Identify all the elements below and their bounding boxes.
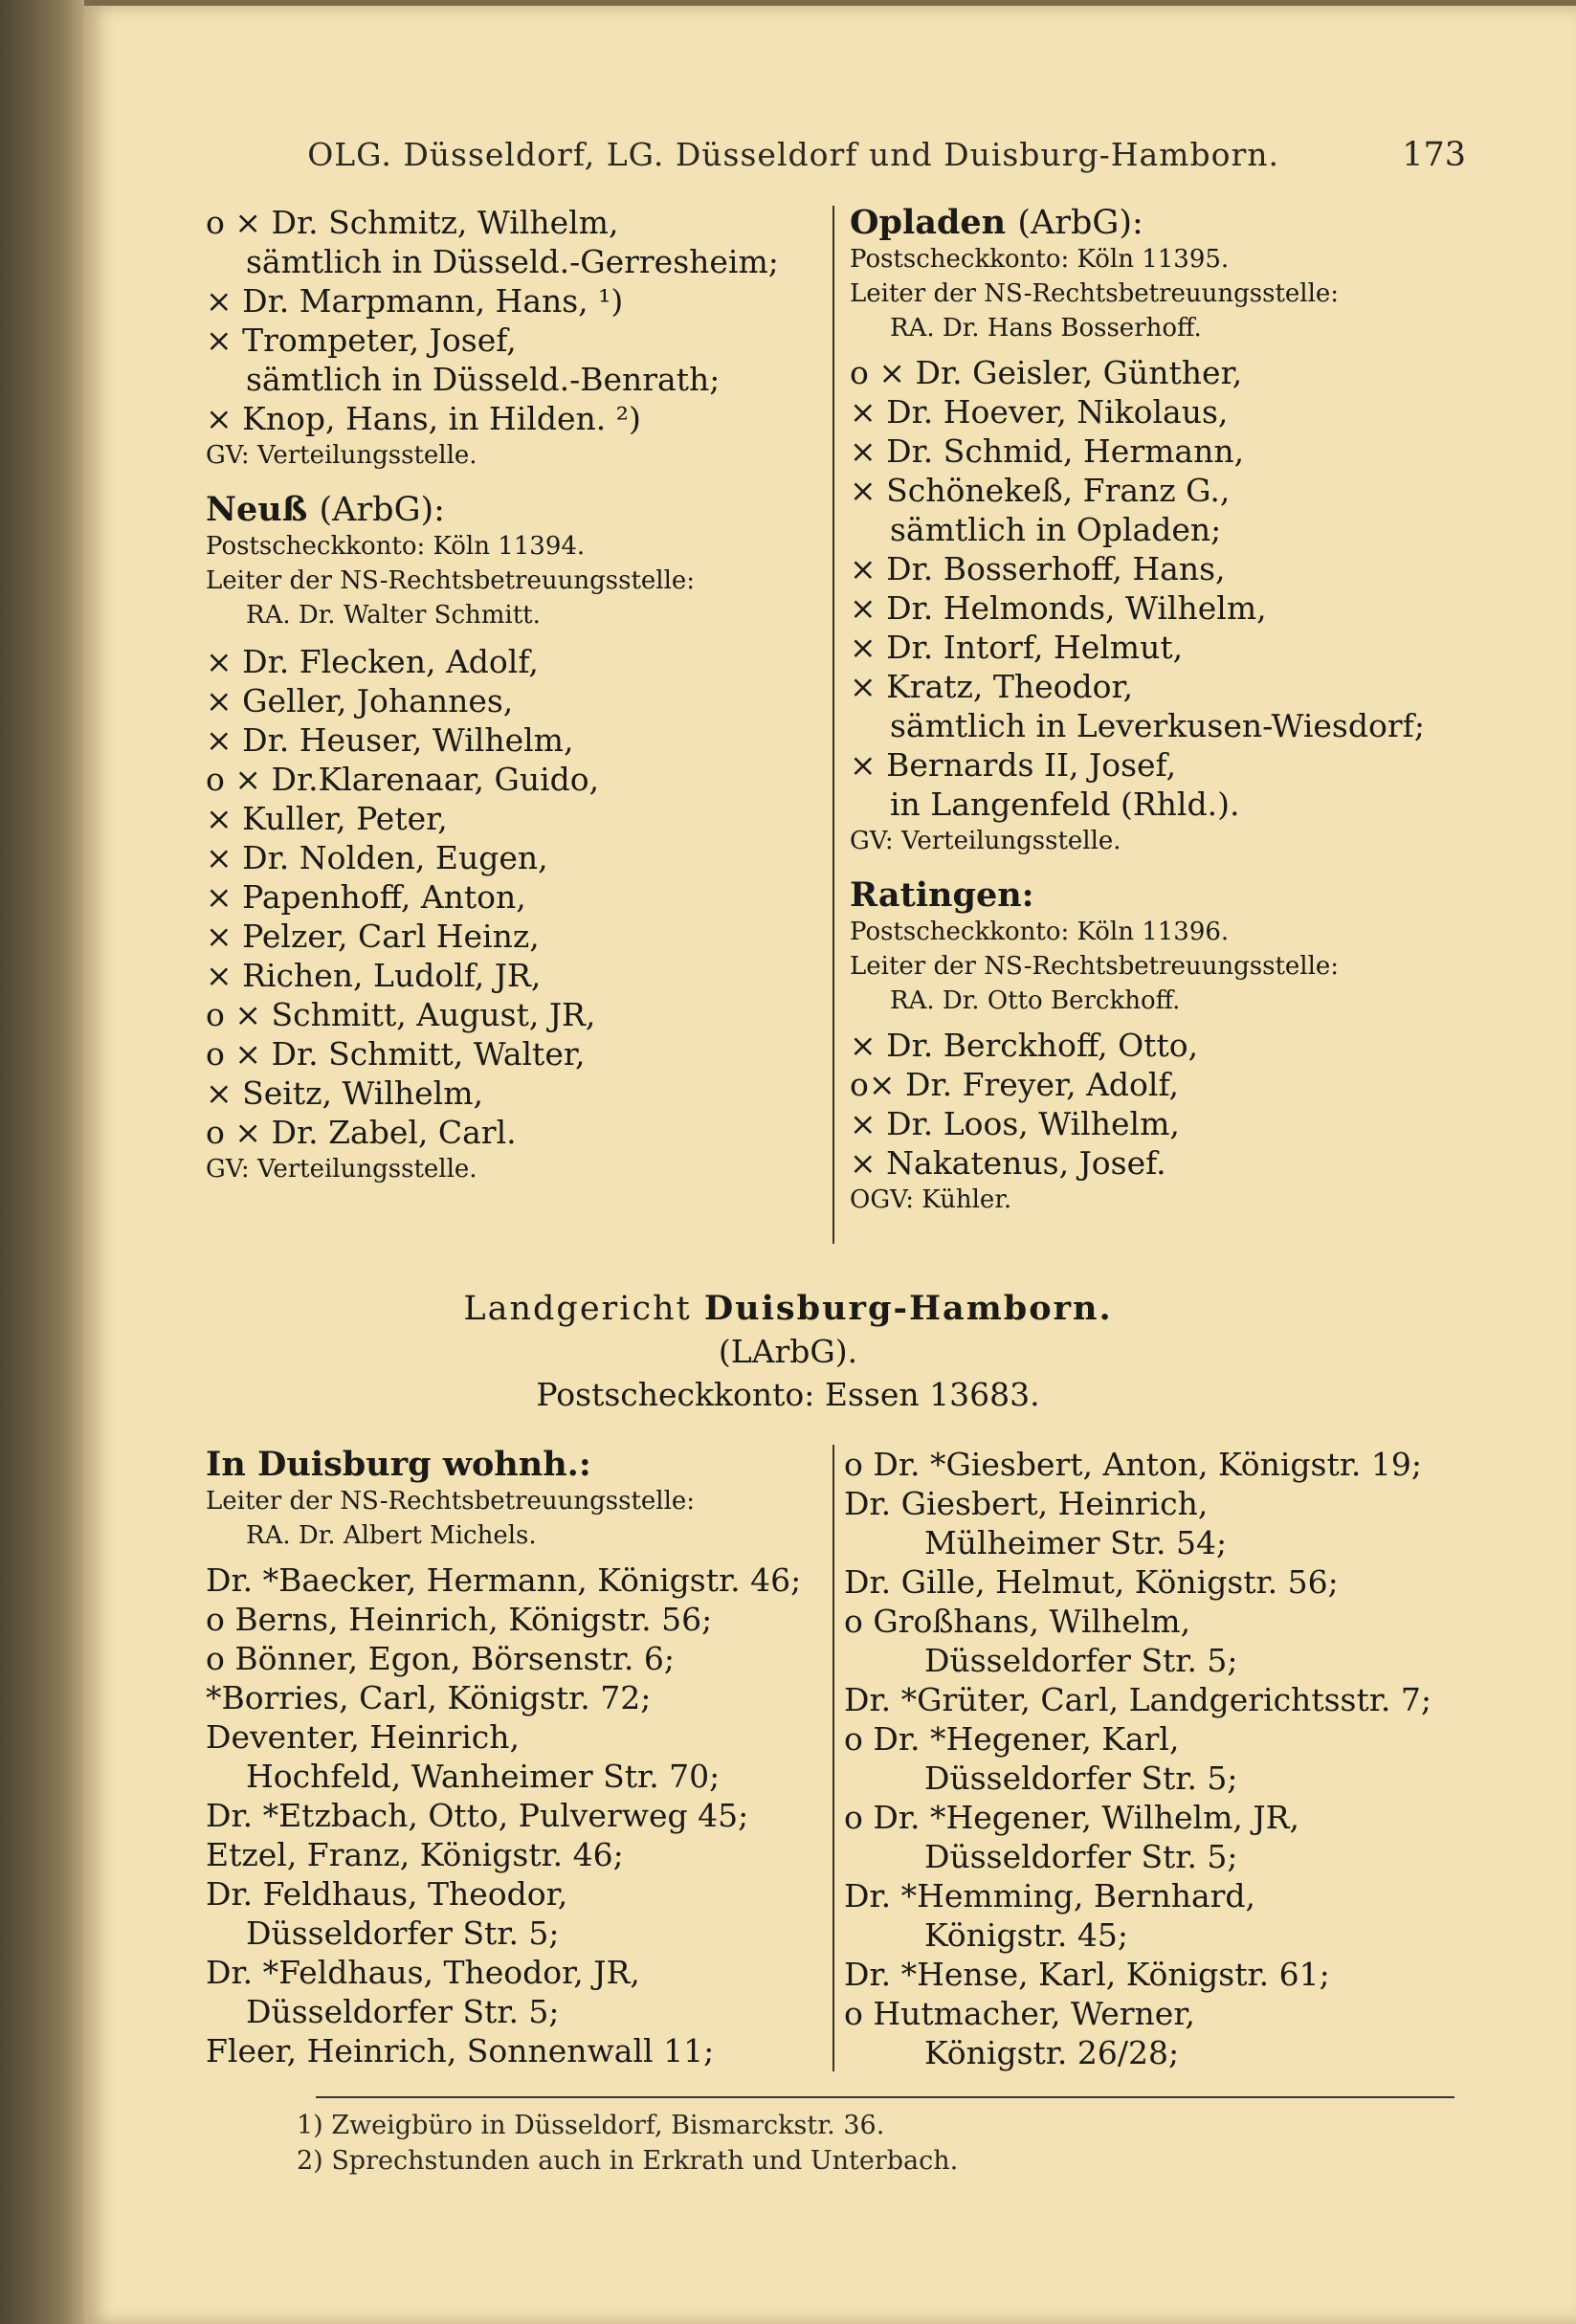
footnote-rule	[316, 2096, 1454, 2098]
list-item: × Schönekeß, Franz G.,	[850, 472, 1231, 509]
list-item: sämtlich in Opladen;	[890, 511, 1222, 548]
list-item: × Papenhoff, Anton,	[206, 878, 526, 916]
list-item: × Geller, Johannes,	[206, 682, 514, 719]
list-item: × Dr. Marpmann, Hans, ¹)	[206, 282, 624, 320]
list-item: o × Dr.Klarenaar, Guido,	[206, 761, 600, 798]
column-divider	[832, 206, 834, 1244]
list-item: Königstr. 45;	[924, 1916, 1129, 1954]
list-item: o Bönner, Egon, Börsenstr. 6;	[206, 1640, 676, 1677]
list-item: × Knop, Hans, in Hilden. ²)	[206, 400, 641, 437]
list-item: Düsseldorfer Str. 5;	[924, 1838, 1238, 1875]
page-number: 173	[1402, 136, 1466, 174]
list-item: sämtlich in Düsseld.-Gerresheim;	[246, 243, 779, 280]
leiter-label: Leiter der NS-Rechtsbetreuungsstelle:	[206, 1487, 696, 1516]
list-item: Dr. *Grüter, Carl, Landgerichtsstr. 7;	[844, 1681, 1432, 1718]
postcheck: Postscheckkonto: Köln 11395.	[850, 245, 1230, 274]
leiter-name: RA. Dr. Hans Bosserhoff.	[890, 314, 1202, 343]
gv-note: GV: Verteilungsstelle.	[206, 441, 477, 470]
postcheck: Postscheckkonto: Köln 11396.	[850, 918, 1230, 946]
list-item: in Langenfeld (Rhld.).	[890, 786, 1240, 823]
list-item: Dr. *Hemming, Bernhard,	[844, 1877, 1256, 1915]
list-item: o × Schmitt, August, JR,	[206, 996, 596, 1033]
list-item: × Kuller, Peter,	[206, 800, 448, 837]
header-title: OLG. Düsseldorf, LG. Düsseldorf und Duisburg-Hamborn.	[307, 136, 1279, 173]
section-heading-ratingen: Ratingen:	[850, 875, 1034, 915]
list-item: × Pelzer, Carl Heinz,	[206, 918, 540, 955]
list-item: o Hutmacher, Werner,	[844, 1995, 1195, 2032]
leiter-label: Leiter der NS-Rechtsbetreuungsstelle:	[850, 279, 1340, 308]
list-item: *Borries, Carl, Königstr. 72;	[206, 1679, 652, 1716]
section-heading-neuss: Neuß (ArbG):	[206, 490, 445, 529]
list-item: × Trompeter, Josef,	[206, 321, 517, 359]
list-item: Königstr. 26/28;	[924, 2034, 1180, 2071]
list-item: o × Dr. Schmitt, Walter,	[206, 1035, 586, 1073]
list-item: Dr. Gille, Helmut, Königstr. 56;	[844, 1563, 1339, 1601]
list-item: Dr. Feldhaus, Theodor,	[206, 1875, 568, 1913]
list-item: × Dr. Nolden, Eugen,	[206, 839, 548, 876]
list-item: × Dr. Helmonds, Wilhelm,	[850, 589, 1267, 627]
landgericht-heading	[0, 1287, 1576, 1416]
list-item: o Dr. *Hegener, Wilhelm, JR,	[844, 1799, 1299, 1836]
list-item: Düsseldorfer Str. 5;	[924, 1642, 1238, 1679]
footnote-2: 2) Sprechstunden auch in Erkrath und Unterbach.	[297, 2146, 959, 2176]
list-item: Dr. *Hense, Karl, Königstr. 61;	[844, 1956, 1330, 1993]
list-item: sämtlich in Düsseld.-Benrath;	[246, 361, 721, 398]
landgericht-title: Landgericht Duisburg-Hamborn.	[463, 1289, 1113, 1328]
list-item: Fleer, Heinrich, Sonnenwall 11;	[206, 2032, 715, 2069]
duisburg-right-column	[844, 1445, 1432, 2072]
leiter-name: RA. Dr. Albert Michels.	[246, 1521, 537, 1550]
landgericht-sub: (LArbG).	[718, 1333, 858, 1370]
list-item: Etzel, Franz, Königstr. 46;	[206, 1836, 624, 1873]
running-header	[0, 136, 1576, 174]
list-item: Düsseldorfer Str. 5;	[246, 1993, 560, 2030]
list-item: sämtlich in Leverkusen-Wiesdorf;	[890, 707, 1425, 744]
list-item: × Dr. Berckhoff, Otto,	[850, 1027, 1199, 1064]
gv-note: GV: Verteilungsstelle.	[850, 827, 1121, 855]
list-item: o Berns, Heinrich, Königstr. 56;	[206, 1601, 713, 1638]
section-heading-opladen: Opladen (ArbG):	[850, 203, 1143, 242]
list-item: Düsseldorfer Str. 5;	[924, 1760, 1238, 1797]
book-spine	[0, 0, 84, 2324]
list-item: × Dr. Intorf, Helmut,	[850, 629, 1184, 666]
leiter-name: RA. Dr. Walter Schmitt.	[246, 601, 541, 630]
duisburg-left-column	[206, 1445, 801, 2070]
section-heading-duisburg: In Duisburg wohnh.:	[206, 1445, 591, 1484]
postcheck: Postscheckkonto: Köln 11394.	[206, 532, 586, 561]
footnote-1: 1) Zweigbüro in Düsseldorf, Bismarckstr. 36.	[297, 2111, 885, 2140]
list-item: × Dr. Heuser, Wilhelm,	[206, 721, 574, 759]
list-item: × Richen, Ludolf, JR,	[206, 957, 542, 994]
leiter-label: Leiter der NS-Rechtsbetreuungsstelle:	[206, 566, 696, 595]
leiter-label: Leiter der NS-Rechtsbetreuungsstelle:	[850, 952, 1340, 981]
list-item: × Dr. Bosserhoff, Hans,	[850, 550, 1226, 587]
list-item: Dr. *Baecker, Hermann, Königstr. 46;	[206, 1561, 802, 1599]
list-item: Hochfeld, Wanheimer Str. 70;	[246, 1758, 721, 1795]
list-item: o Dr. *Hegener, Karl,	[844, 1720, 1180, 1758]
postcheck: Postscheckkonto: Essen 13683.	[536, 1376, 1040, 1413]
list-item: × Dr. Loos, Wilhelm,	[850, 1105, 1180, 1142]
gv-note: GV: Verteilungsstelle.	[206, 1155, 477, 1184]
right-column-top	[850, 203, 1425, 1217]
list-item: o Dr. *Giesbert, Anton, Königstr. 19;	[844, 1446, 1422, 1483]
list-item: o × Dr. Geisler, Günther,	[850, 354, 1243, 391]
list-item: Dr. Giesbert, Heinrich,	[844, 1485, 1209, 1522]
list-item: × Dr. Flecken, Adolf,	[206, 643, 539, 680]
list-item: Dr. *Etzbach, Otto, Pulverweg 45;	[206, 1797, 749, 1834]
list-item: o × Dr. Schmitz, Wilhelm,	[206, 204, 619, 241]
list-item: Mülheimer Str. 54;	[924, 1524, 1228, 1561]
left-column-top	[206, 203, 779, 1186]
leiter-name: RA. Dr. Otto Berckhoff.	[890, 986, 1181, 1015]
list-item: Dr. *Feldhaus, Theodor, JR,	[206, 1954, 640, 1991]
ogv-note: OGV: Kühler.	[850, 1185, 1012, 1214]
list-item: Düsseldorfer Str. 5;	[246, 1915, 560, 1952]
column-divider	[832, 1445, 834, 2071]
list-item: × Dr. Schmid, Hermann,	[850, 432, 1245, 470]
list-item: × Dr. Hoever, Nikolaus,	[850, 393, 1229, 431]
list-item: o Großhans, Wilhelm,	[844, 1603, 1191, 1640]
list-item: × Seitz, Wilhelm,	[206, 1074, 484, 1112]
list-item: × Kratz, Theodor,	[850, 668, 1134, 705]
list-item: o× Dr. Freyer, Adolf,	[850, 1066, 1180, 1103]
list-item: o × Dr. Zabel, Carl.	[206, 1114, 517, 1151]
footnotes	[297, 2108, 958, 2179]
list-item: × Nakatenus, Josef.	[850, 1144, 1166, 1182]
list-item: × Bernards II, Josef,	[850, 746, 1177, 784]
list-item: Deventer, Heinrich,	[206, 1718, 521, 1756]
